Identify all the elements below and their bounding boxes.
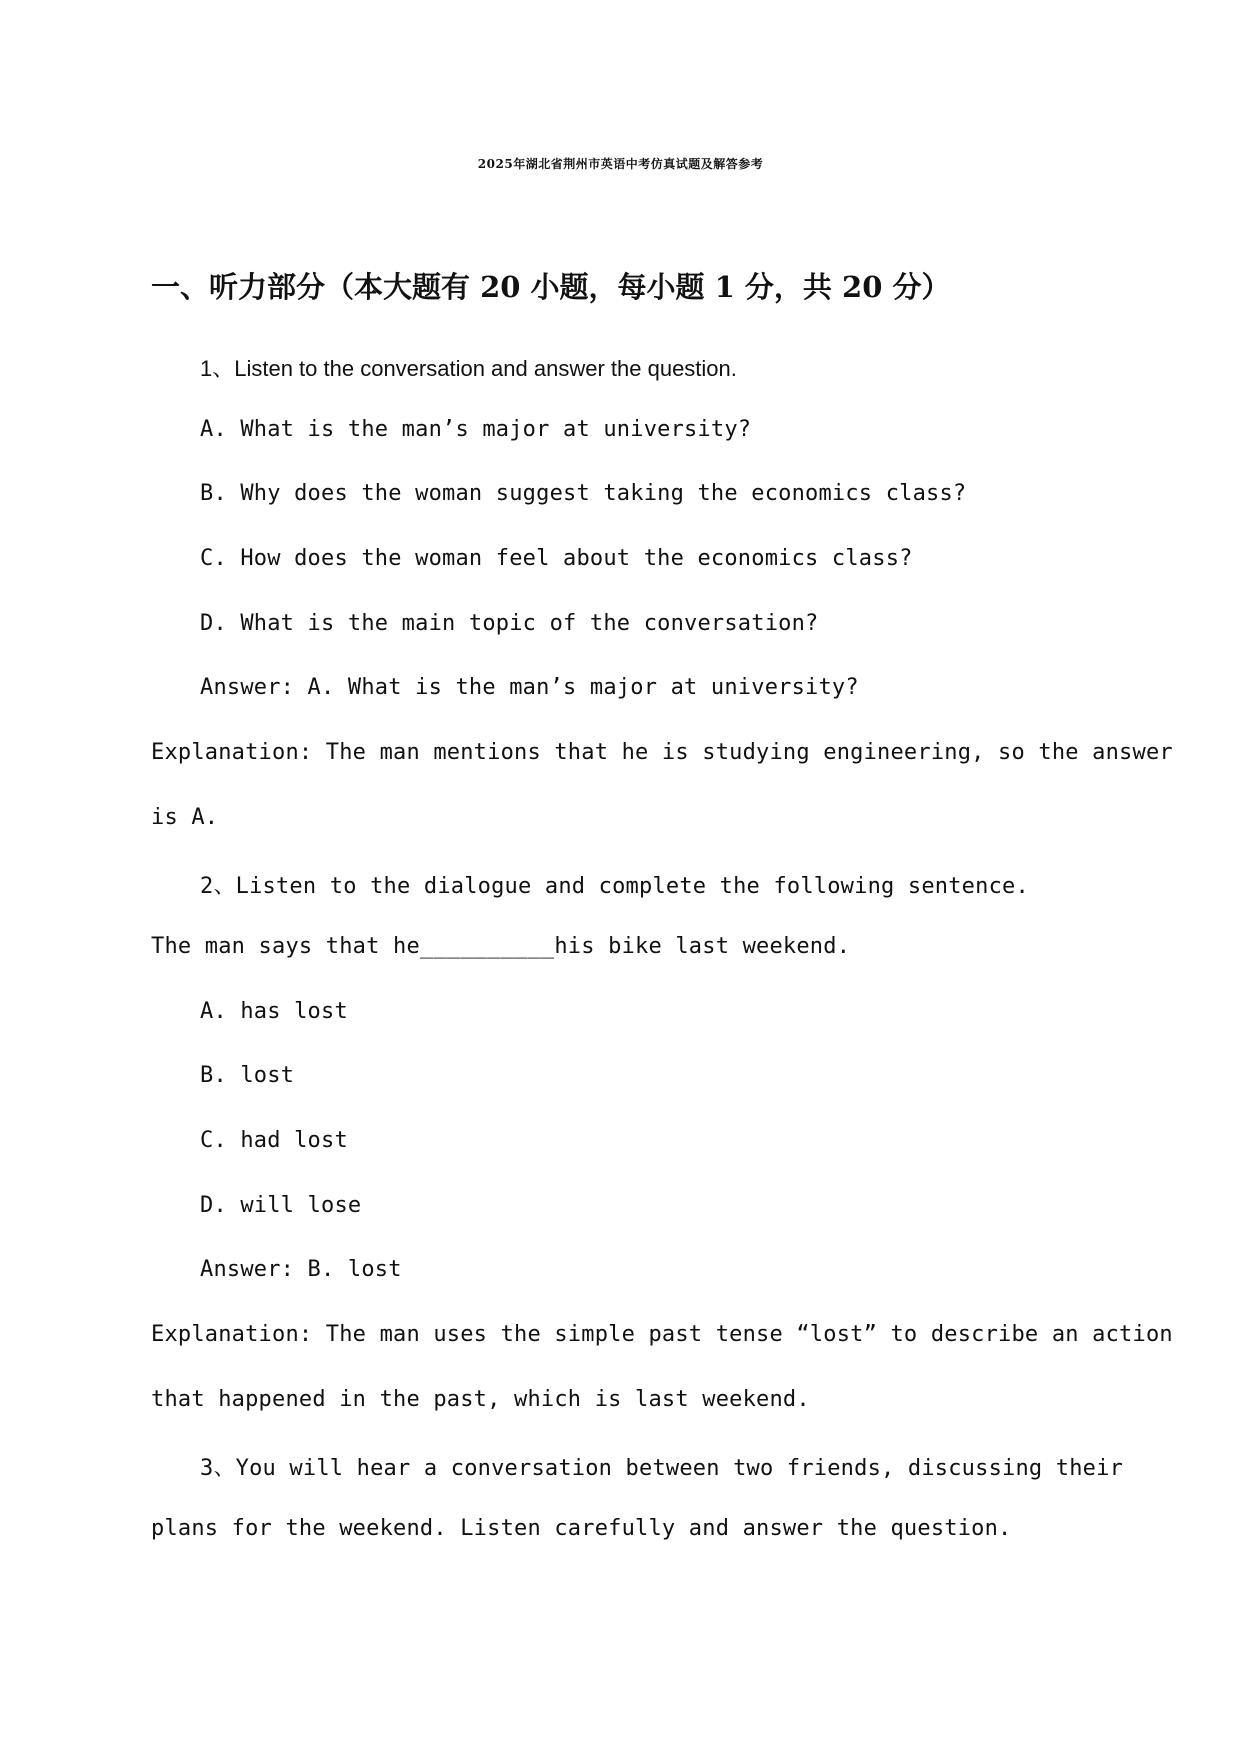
question-1-prompt: 1、Listen to the conversation and answer the question. xyxy=(200,356,737,381)
question-2-option-a: A. has lost xyxy=(200,999,348,1024)
question-2-explanation-line-1: Explanation: The man uses the simple past tense “lost” to describe an action xyxy=(151,1322,1173,1347)
question-3-prompt-line-1: 3、You will hear a conversation between two friends, discussing their xyxy=(200,1456,1124,1481)
question-1-option-c: C. How does the woman feel about the economics class? xyxy=(200,546,913,571)
question-1-option-d: D. What is the main topic of the conversation? xyxy=(200,611,819,636)
question-2-sentence: The man says that he__________his bike last weekend. xyxy=(151,934,851,959)
question-2-prompt: 2、Listen to the dialogue and complete the following sentence. xyxy=(200,874,1029,899)
section-heading: 一、听力部分（本大题有 20 小题，每小题 1 分，共 20 分） xyxy=(151,270,951,304)
question-1-explanation-line-1: Explanation: The man mentions that he is studying engineering, so the answer xyxy=(151,740,1173,765)
question-3-prompt-line-2: plans for the weekend. Listen carefully and answer the question. xyxy=(151,1516,1012,1541)
question-2-option-d: D. will lose xyxy=(200,1193,362,1218)
question-1-option-a: A. What is the man’s major at university? xyxy=(200,417,752,442)
question-2-option-b: B. lost xyxy=(200,1063,295,1088)
question-1-answer: Answer: A. What is the man’s major at university? xyxy=(200,675,859,700)
question-2-option-c: C. had lost xyxy=(200,1128,348,1153)
question-2-answer: Answer: B. lost xyxy=(200,1257,402,1282)
question-2-explanation-line-2: that happened in the past, which is last weekend. xyxy=(151,1387,810,1412)
question-1-explanation-line-2: is A. xyxy=(151,805,219,830)
question-1-option-b: B. Why does the woman suggest taking the economics class? xyxy=(200,481,967,506)
document-title: 2025年湖北省荆州市英语中考仿真试题及解答参考 xyxy=(477,157,764,171)
